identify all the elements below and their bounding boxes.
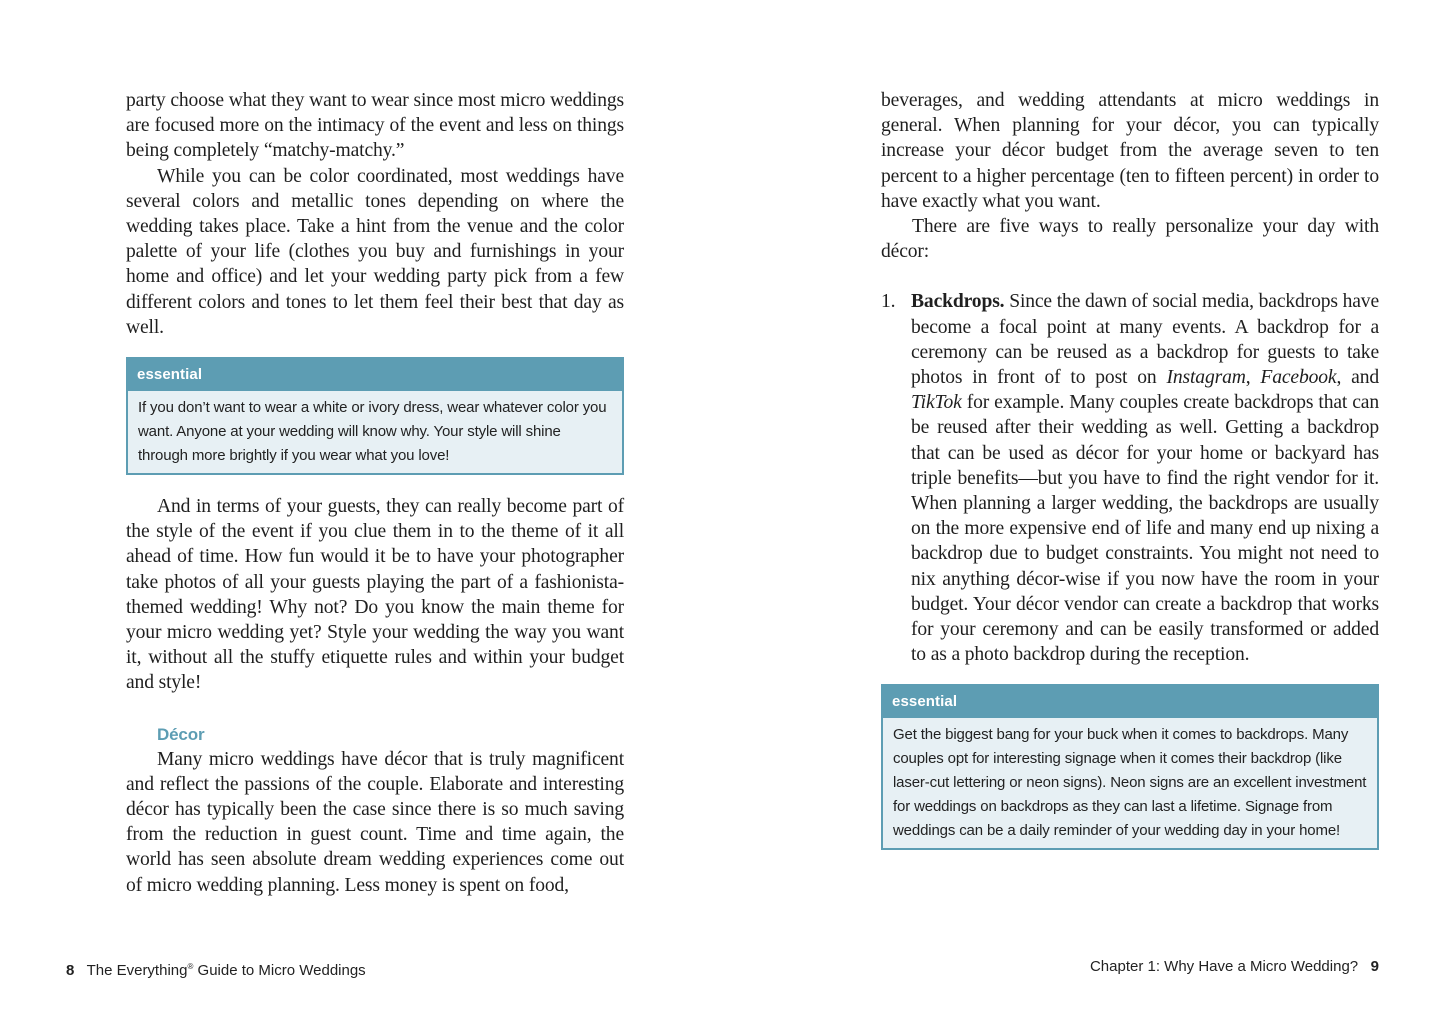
paragraph: Many micro weddings have décor that is truly magnificent and reflect the passions of the couple. Elaborate and interesting décor has typically been the case since there is so much saving from the reduction in guest count. Time and time again, the world has seen absolute dream wedding experiences come out of micro wedding planning. Less money is spent on food,	[126, 748, 624, 896]
left-page-footer	[66, 956, 366, 982]
page-number: 8	[66, 962, 75, 979]
list-item	[881, 289, 1379, 667]
essential-text: If you don’t want to wear a white or ivory dress, wear whatever color you want. Anyone at your wedding will know why. Your style will shine through more brightly if you wear what you love!	[138, 399, 607, 465]
essential-heading: essential	[883, 686, 1377, 718]
section-heading: Décor	[157, 724, 205, 744]
essential-callout	[881, 684, 1379, 850]
paragraph: beverages, and wedding attendants at micro weddings in general. When planning for your décor, you can typically increase your décor budget from the average seven to ten percent to a higher percentage (ten to fifteen percent) in order to have exactly what you want.	[881, 90, 1379, 212]
list-item-text: Backdrops. Since the dawn of social media, backdrops have become a focal point at many events. A backdrop for a ceremony can be reused as a backdrop for guests to take photos in front of to post on Instagram, Facebook, and TikTok for example. Many couples create backdrops that can be reused after their wedding as well. Getting a backdrop that can be used as décor for your home or backyard has triple benefits—but you have to find the right vendor for it. When planning a larger wedding, the backdrops are usually on the more expensive end of life and many end up nixing a backdrop due to budget constraints. You might not need to nix anything décor-wise if you now have the room in your budget. Your décor vendor can create a backdrop that works for your ceremony and can be easily transformed or added to as a photo backdrop during the reception.	[911, 291, 1379, 666]
essential-text: Get the biggest bang for your buck when it comes to backdrops. Many couples opt for interesting signage when it comes their backdrop (like laser-cut lettering or neon signs). Neon signs are an excellent investment for weddings on backdrops as they can last a lifetime. Signage from weddings can be a daily reminder of your wedding day in your home!	[893, 726, 1367, 840]
right-page-footer	[1090, 956, 1379, 978]
book-title: The Everything® Guide to Micro Weddings	[86, 962, 366, 979]
numbered-list	[881, 289, 1379, 667]
left-text-column	[126, 88, 624, 898]
paragraph: And in terms of your guests, they can really become part of the style of the event if you clue them in to the theme of it all ahead of time. How fun would it be to have your photographer take photos of all your guests playing the part of a fashionista-themed wedding! Why not? Do you know the main theme for your micro wedding yet? Style your wedding the way you want it, without all the stuffy etiquette rules and within your budget and style!	[126, 496, 624, 694]
left-page	[0, 0, 722, 1016]
paragraph: There are five ways to really personalize your day with décor:	[881, 216, 1379, 263]
right-text-column	[881, 88, 1379, 869]
essential-heading: essential	[128, 359, 622, 391]
list-item-title: Backdrops.	[911, 291, 1005, 313]
list-number: 1.	[881, 291, 896, 313]
paragraph: While you can be color coordinated, most weddings have several colors and metallic tones depending on where the wedding takes place. Take a hint from the venue and the color palette of your life (clothes you buy and furnishings in your home and office) and let your wedding party pick from a few different colors and tones to let them feel their best that day as well.	[126, 165, 624, 338]
essential-callout	[126, 357, 624, 475]
page-number: 9	[1370, 958, 1379, 975]
paragraph: party choose what they want to wear since most micro weddings are focused more on the intimacy of the event and less on things being completely “matchy-matchy.”	[126, 90, 624, 162]
chapter-title: Chapter 1: Why Have a Micro Wedding?	[1089, 958, 1359, 975]
right-page	[723, 0, 1445, 1016]
